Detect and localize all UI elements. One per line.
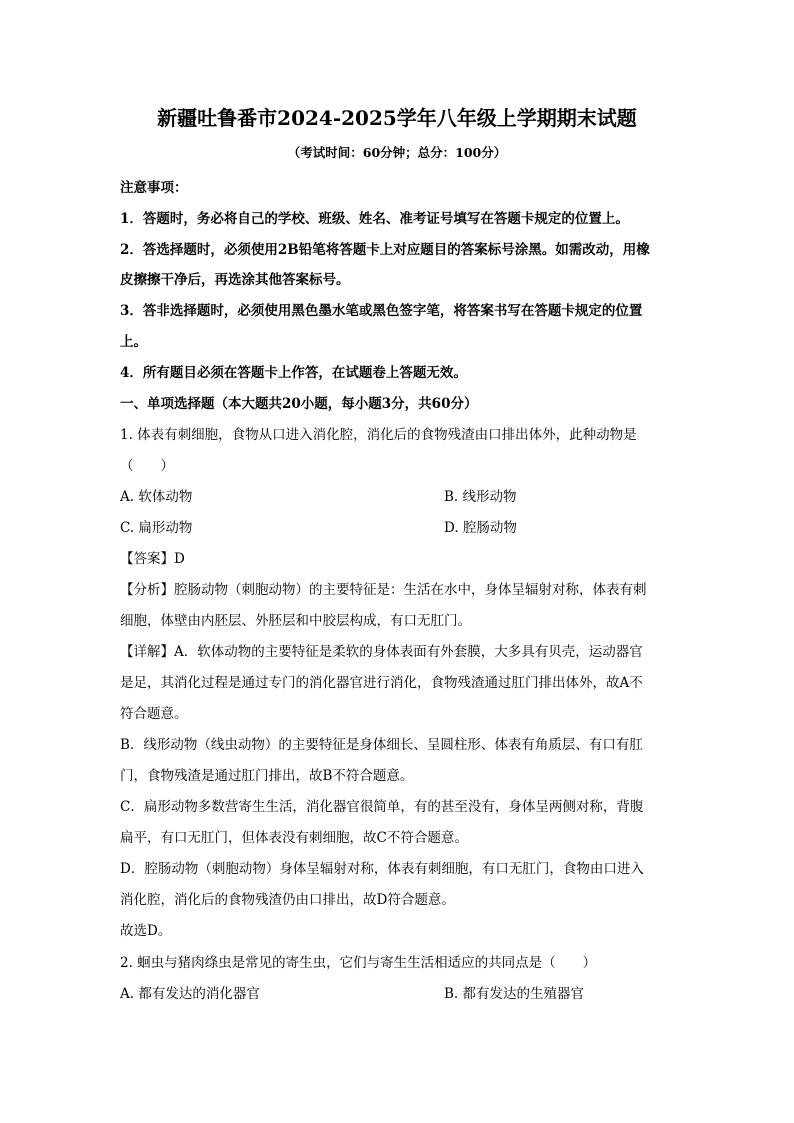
section-heading: 一、单项选择题（本大题共20小题，每小题3分，共60分）	[120, 396, 478, 412]
question-1-detail-line-2: 是足，其消化过程是通过专门的消化器官进行消化，食物残渣通过肛门排出体外，故A不	[120, 675, 643, 691]
question-1-detail: 【详解】A．软体动物的主要特征是柔软的身体表面有外套膜，大多具有贝壳，运动器官	[120, 644, 643, 660]
question-1-conclusion: 故选D。	[120, 923, 172, 939]
notice-item-2-cont: 皮擦擦干净后，再选涂其他答案标号。	[120, 272, 350, 288]
question-1-analysis: 【分析】腔肠动物（刺胞动物）的主要特征是：生活在水中，身体呈辐射对称，体表有刺	[120, 582, 647, 598]
question-1-stem-blank: （ ）	[120, 458, 174, 474]
question-1-answer: 【答案】D	[120, 551, 185, 567]
notice-item-3: 3．答非选择题时，必须使用黑色墨水笔或黑色签字笔，将答案书写在答题卡规定的位置	[120, 303, 643, 319]
question-2-option-b: B. 都有发达的生殖器官	[444, 986, 585, 1002]
question-1-analysis-cont: 细胞，体壁由内胚层、外胚层和中胶层构成，有口无肛门。	[120, 613, 471, 629]
question-1-detail-line-9: 消化腔，消化后的食物残渣仍由口排出，故D符合题意。	[120, 892, 455, 908]
question-1-detail-line-5: 门，食物残渣是通过肛门排出，故B不符合题意。	[120, 768, 414, 784]
notice-item-2: 2．答选择题时，必须使用2B铅笔将答题卡上对应题目的答案标号涂黑。如需改动，用橡	[120, 242, 650, 258]
page-title: 新疆吐鲁番市2024-2025学年八年级上学期期末试题	[157, 106, 637, 130]
notice-item-4: 4．所有题目必须在答题卡上作答，在试题卷上答题无效。	[120, 365, 467, 381]
question-1-detail-line-6: C．扁形动物多数营寄生生活，消化器官很简单，有的甚至没有，身体呈两侧对称，背腹	[120, 799, 644, 815]
question-2-option-a: A. 都有发达的消化器官	[120, 986, 260, 1002]
notice-item-1: 1．答题时，务必将自己的学校、班级、姓名、准考证号填写在答题卡规定的位置上。	[120, 211, 629, 227]
question-1-detail-line-7: 扁平，有口无肛门，但体表没有刺细胞，故C不符合题意。	[120, 830, 468, 846]
question-1-stem: 1. 体表有刺细胞，食物从口进入消化腔，消化后的食物残渣由口排出体外，此种动物是	[120, 427, 637, 443]
notice-heading: 注意事项：	[120, 180, 188, 196]
question-1-detail-line-8: D．腔肠动物（刺胞动物）身体呈辐射对称，体表有刺细胞，有口无肛门，食物由口进入	[120, 861, 644, 877]
question-1-detail-line-3: 符合题意。	[120, 706, 188, 722]
question-1-option-c: C. 扁形动物	[120, 520, 193, 536]
question-1-detail-line-4: B．线形动物（线虫动物）的主要特征是身体细长、呈圆柱形、体表有角质层、有口有肛	[120, 737, 643, 753]
question-1-option-a: A. 软体动物	[120, 489, 193, 505]
question-1-option-b: B. 线形动物	[444, 489, 517, 505]
question-2-stem: 2. 蛔虫与猪肉绦虫是常见的寄生虫，它们与寄生生活相适应的共同点是（ ）	[120, 955, 597, 971]
notice-item-3-cont: 上。	[120, 334, 147, 350]
exam-info: （考试时间：60分钟；总分：100分）	[287, 145, 507, 160]
question-1-option-d: D. 腔肠动物	[444, 520, 517, 536]
